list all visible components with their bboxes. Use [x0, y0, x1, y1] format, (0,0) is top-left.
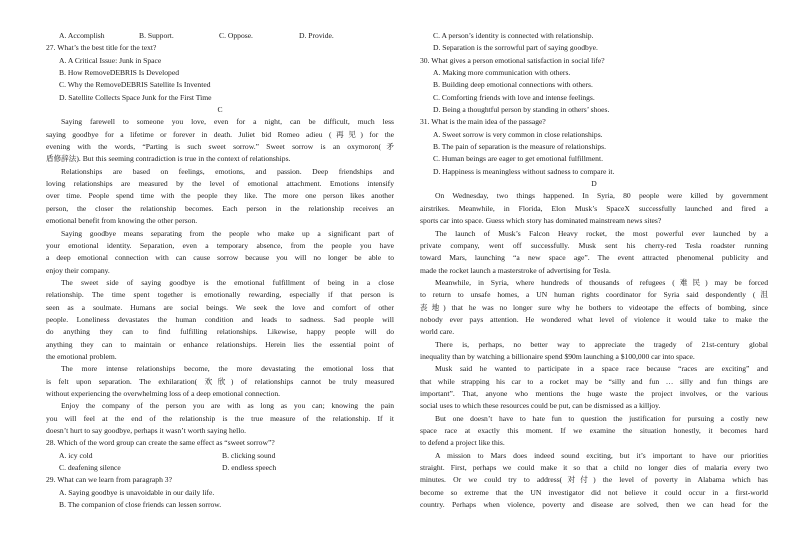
section-d-heading: D — [591, 179, 597, 189]
passage-d-line: important”. That, anyone who mentions the huge waste the project involves, or the various — [420, 388, 768, 398]
passage-d-line: There is, perhaps, no better way to appreciate the tragedy of 21st-century global — [435, 339, 768, 349]
q31-option-a: A. Sweet sorrow is very common in close relationships. — [433, 129, 603, 139]
q28-option-c: C. deafening silence — [59, 463, 121, 473]
passage-c-line: relationship. The time spent together is emotionally rewarding, especially if that person is — [46, 290, 394, 300]
passage-d-line: But one doesn’t have to hate fun to question the justification for pursuing a costly new — [435, 413, 768, 423]
passage-d-line: become so extreme that the UN investigator did not believe it could occur in a first-world — [420, 487, 768, 497]
q26-options — [46, 30, 394, 42]
section-c-heading: C — [217, 105, 223, 115]
option-c: C. Oppose. — [219, 31, 253, 40]
passage-c-line: your emotional identity. Separation, even a temporary absence, from the people you have — [46, 240, 394, 250]
passage-d-line: space race at exactly this moment. If we examine the situation honestly, it becomes hard — [420, 426, 768, 435]
q31-option-b: B. The pain of separation is the measure of relationships. — [433, 142, 606, 152]
passage-d-line: Musk said he wanted to participate in a space race because “races are exciting” and — [435, 364, 768, 374]
question-27: 27. What’s the best title for the text? — [46, 43, 157, 53]
passage-c-line: emotional benefit from knowing the other person. — [46, 216, 198, 226]
passage-c-line: a deep emotional connection with can cause sorrow because you will no longer be able to — [46, 253, 394, 263]
passage-c-line: loving relationships are measured by the level of emotional attachment. Emotions intensify — [46, 179, 394, 189]
passage-c-line: 盾修辞法). But this seeming contradiction is true in the context of relationships. — [46, 154, 291, 164]
passage-c-line: over time. People spend time with the people they like. The more one person likes another — [46, 191, 394, 201]
question-28: 28. Which of the word group can create the same effect as “sweet sorrow”? — [46, 438, 275, 448]
passage-d-line: made the rocket launch a masterstroke of advertising for Tesla. — [420, 265, 611, 275]
passage-c-line: evening with the words, “Parting is such sweet sorrow.” Sweet sorrow is an oxymoron(矛 — [46, 142, 394, 152]
passage-c-line: the emotional problem. — [46, 351, 117, 361]
q28-option-d: D. endless speech — [222, 463, 277, 473]
option-a: A. Accomplish — [59, 31, 105, 40]
q29-option-a: A. Saying goodbye is unavoidable in our daily life. — [59, 487, 215, 497]
passage-d-line: that while strapping his car to a rocket may be “silly and fun … silly and fun things are — [420, 376, 768, 386]
left-column — [46, 30, 394, 511]
passage-c-line: people. Loneliness devastates the human condition and leads to sadness. Sad people will — [46, 314, 394, 324]
passage-c-line: anything they can to maintain or enhance relationships. Herein lies the essential point of — [46, 339, 394, 349]
q31-option-d: D. Happiness is meaningless without sadness to compare it. — [433, 166, 615, 176]
passage-d-line: 丧地) that he was no longer sure why he bothers to videotape the effects of bombing, since — [420, 302, 768, 312]
q31-option-c: C. Human beings are eager to get emotional fulfillment. — [433, 154, 603, 164]
passage-d-line: minutes. Or we could try to address(对付) the level of poverty in Alabama which has — [420, 475, 768, 485]
option-b: B. Support. — [139, 31, 174, 40]
passage-c-line: saying goodbye for a lifetime or forever in death. Juliet bid Romeo adieu (再见) for the — [46, 129, 394, 139]
passage-d-line: airstrikes. Meanwhile, in Florida, Elon Musk’s SpaceX successfully launched and fired a — [420, 203, 768, 213]
question-31: 31. What is the main idea of the passage? — [420, 117, 546, 127]
q30-option-b: B. Building deep emotional connections with others. — [433, 80, 593, 90]
q30-option-d: D. Being a thoughtful person by standing in others’ shoes. — [433, 105, 610, 115]
q30-option-c: C. Comforting friends with love and intense feelings. — [433, 92, 595, 102]
q27-option-b: B. How RemoveDEBRIS Is Developed — [59, 68, 180, 78]
passage-d-line: straight. First, perhaps we could make it so that a child no longer dies of malaria every two — [420, 463, 768, 473]
question-30: 30. What gives a person emotional satisfaction in social life? — [420, 55, 605, 65]
passage-d-line: On Wednesday, two things happened. In Syria, 80 people were killed by government — [435, 191, 768, 201]
q29-option-c: C. A person’s identity is connected with relationship. — [433, 31, 594, 40]
passage-c-line: without experiencing the overwhelming loss of a deep emotional connection. — [46, 388, 281, 398]
passage-c-line: doesn’t hurt to say goodbye, perhaps it wasn’t worth saying hello. — [46, 426, 247, 435]
q30-option-a: A. Making more communication with others. — [433, 68, 571, 78]
passage-c-line: seen as a soulmate. Humans are social beings. We seek the love and comfort of other — [46, 302, 394, 312]
passage-c-line: The more intense relationships become, the more devastating the emotional loss that — [61, 364, 394, 374]
right-column — [420, 30, 768, 511]
q27-option-d: D. Satellite Collects Space Junk for the First Time — [59, 92, 212, 102]
passage-d-line: social uses to which these resources could be put, can be dismissed as a killjoy. — [420, 401, 661, 411]
passage-c-line: Relationships are based on feelings, emotions, and passion. Deep friendships and — [61, 166, 394, 176]
q27-option-a: A. A Critical Issue: Junk in Space — [59, 55, 162, 65]
q28-option-a: A. icy cold — [59, 450, 93, 460]
q29-option-d: D. Separation is the sorrowful part of saying goodbye. — [433, 43, 598, 53]
passage-c-line: person, the closer the relationship becomes. Each person in the relationship receives an — [46, 203, 394, 213]
passage-c-line: Enjoy the company of the person you are with as long as you can; knowing the pain — [61, 401, 394, 411]
q28-options-row-2 — [46, 462, 394, 474]
passage-d-line: inequality than by watching a billionaire spend $90m launching a $100,000 car into space. — [420, 351, 695, 361]
passage-d-line: A mission to Mars does indeed sound exciting, but it’s important to have our priorities — [435, 450, 768, 460]
passage-c-line: Saying goodbye means separating from the people who make up a significant part of — [61, 228, 394, 238]
passage-d-line: world care. — [420, 327, 455, 337]
passage-c-line: Saying farewell to someone you love, even for a night, can be difficult, much less — [61, 117, 394, 127]
passage-d-line: The launch of Musk’s Falcon Heavy rocket, the most powerful ever launched by a — [435, 228, 768, 238]
q28-options-row-1 — [46, 450, 394, 462]
passage-c-line: is felt upon separation. The exhilaration( 欢欣) of relationships cannot be truly measured — [46, 376, 394, 386]
q28-option-b: B. clicking sound — [222, 450, 276, 460]
q29-option-b: B. The companion of close friends can lessen sorrow. — [59, 500, 222, 510]
passage-d-line: to defend a project like this. — [420, 438, 505, 448]
q27-option-c: C. Why the RemoveDEBRIS Satellite Is Invented — [59, 80, 211, 90]
passage-d-line: sports car into space. Guess which story has dominated mainstream news sites? — [420, 216, 662, 226]
passage-c-line: The sweet side of saying goodbye is the emotional fulfillment of being in a close — [61, 277, 394, 287]
passage-d-line: nobody ever pays attention. He wondered what level of violence it would take to make the — [420, 314, 768, 324]
passage-d-line: country. Perhaps when violence, poverty and disease are solved, then we can head for the — [420, 500, 768, 510]
passage-c-line: you will feel at the end of the relationship is the true measure of the relationship. If it — [46, 413, 394, 423]
passage-d-line: to return to unsafe homes, a UN human rights coordinator for Syria said despondently (沮 — [420, 290, 768, 300]
passage-d-line: Meanwhile, in Syria, where hundreds of thousands of refugees (难民) may be forced — [435, 277, 768, 287]
option-d: D. Provide. — [299, 31, 334, 40]
question-29: 29. What can we learn from paragraph 3? — [46, 475, 172, 485]
passage-d-line: toward Mars, launching “a new space age”. The event attracted phenomenal publicity and — [420, 253, 768, 263]
passage-c-line: do anything they can to find fulfilling relationships. Likewise, happy people will do — [46, 327, 394, 337]
passage-d-line: private company, went off successfully. Musk sent his cherry-red Tesla roadster running — [420, 240, 768, 250]
passage-c-line: enjoy their company. — [46, 265, 110, 275]
